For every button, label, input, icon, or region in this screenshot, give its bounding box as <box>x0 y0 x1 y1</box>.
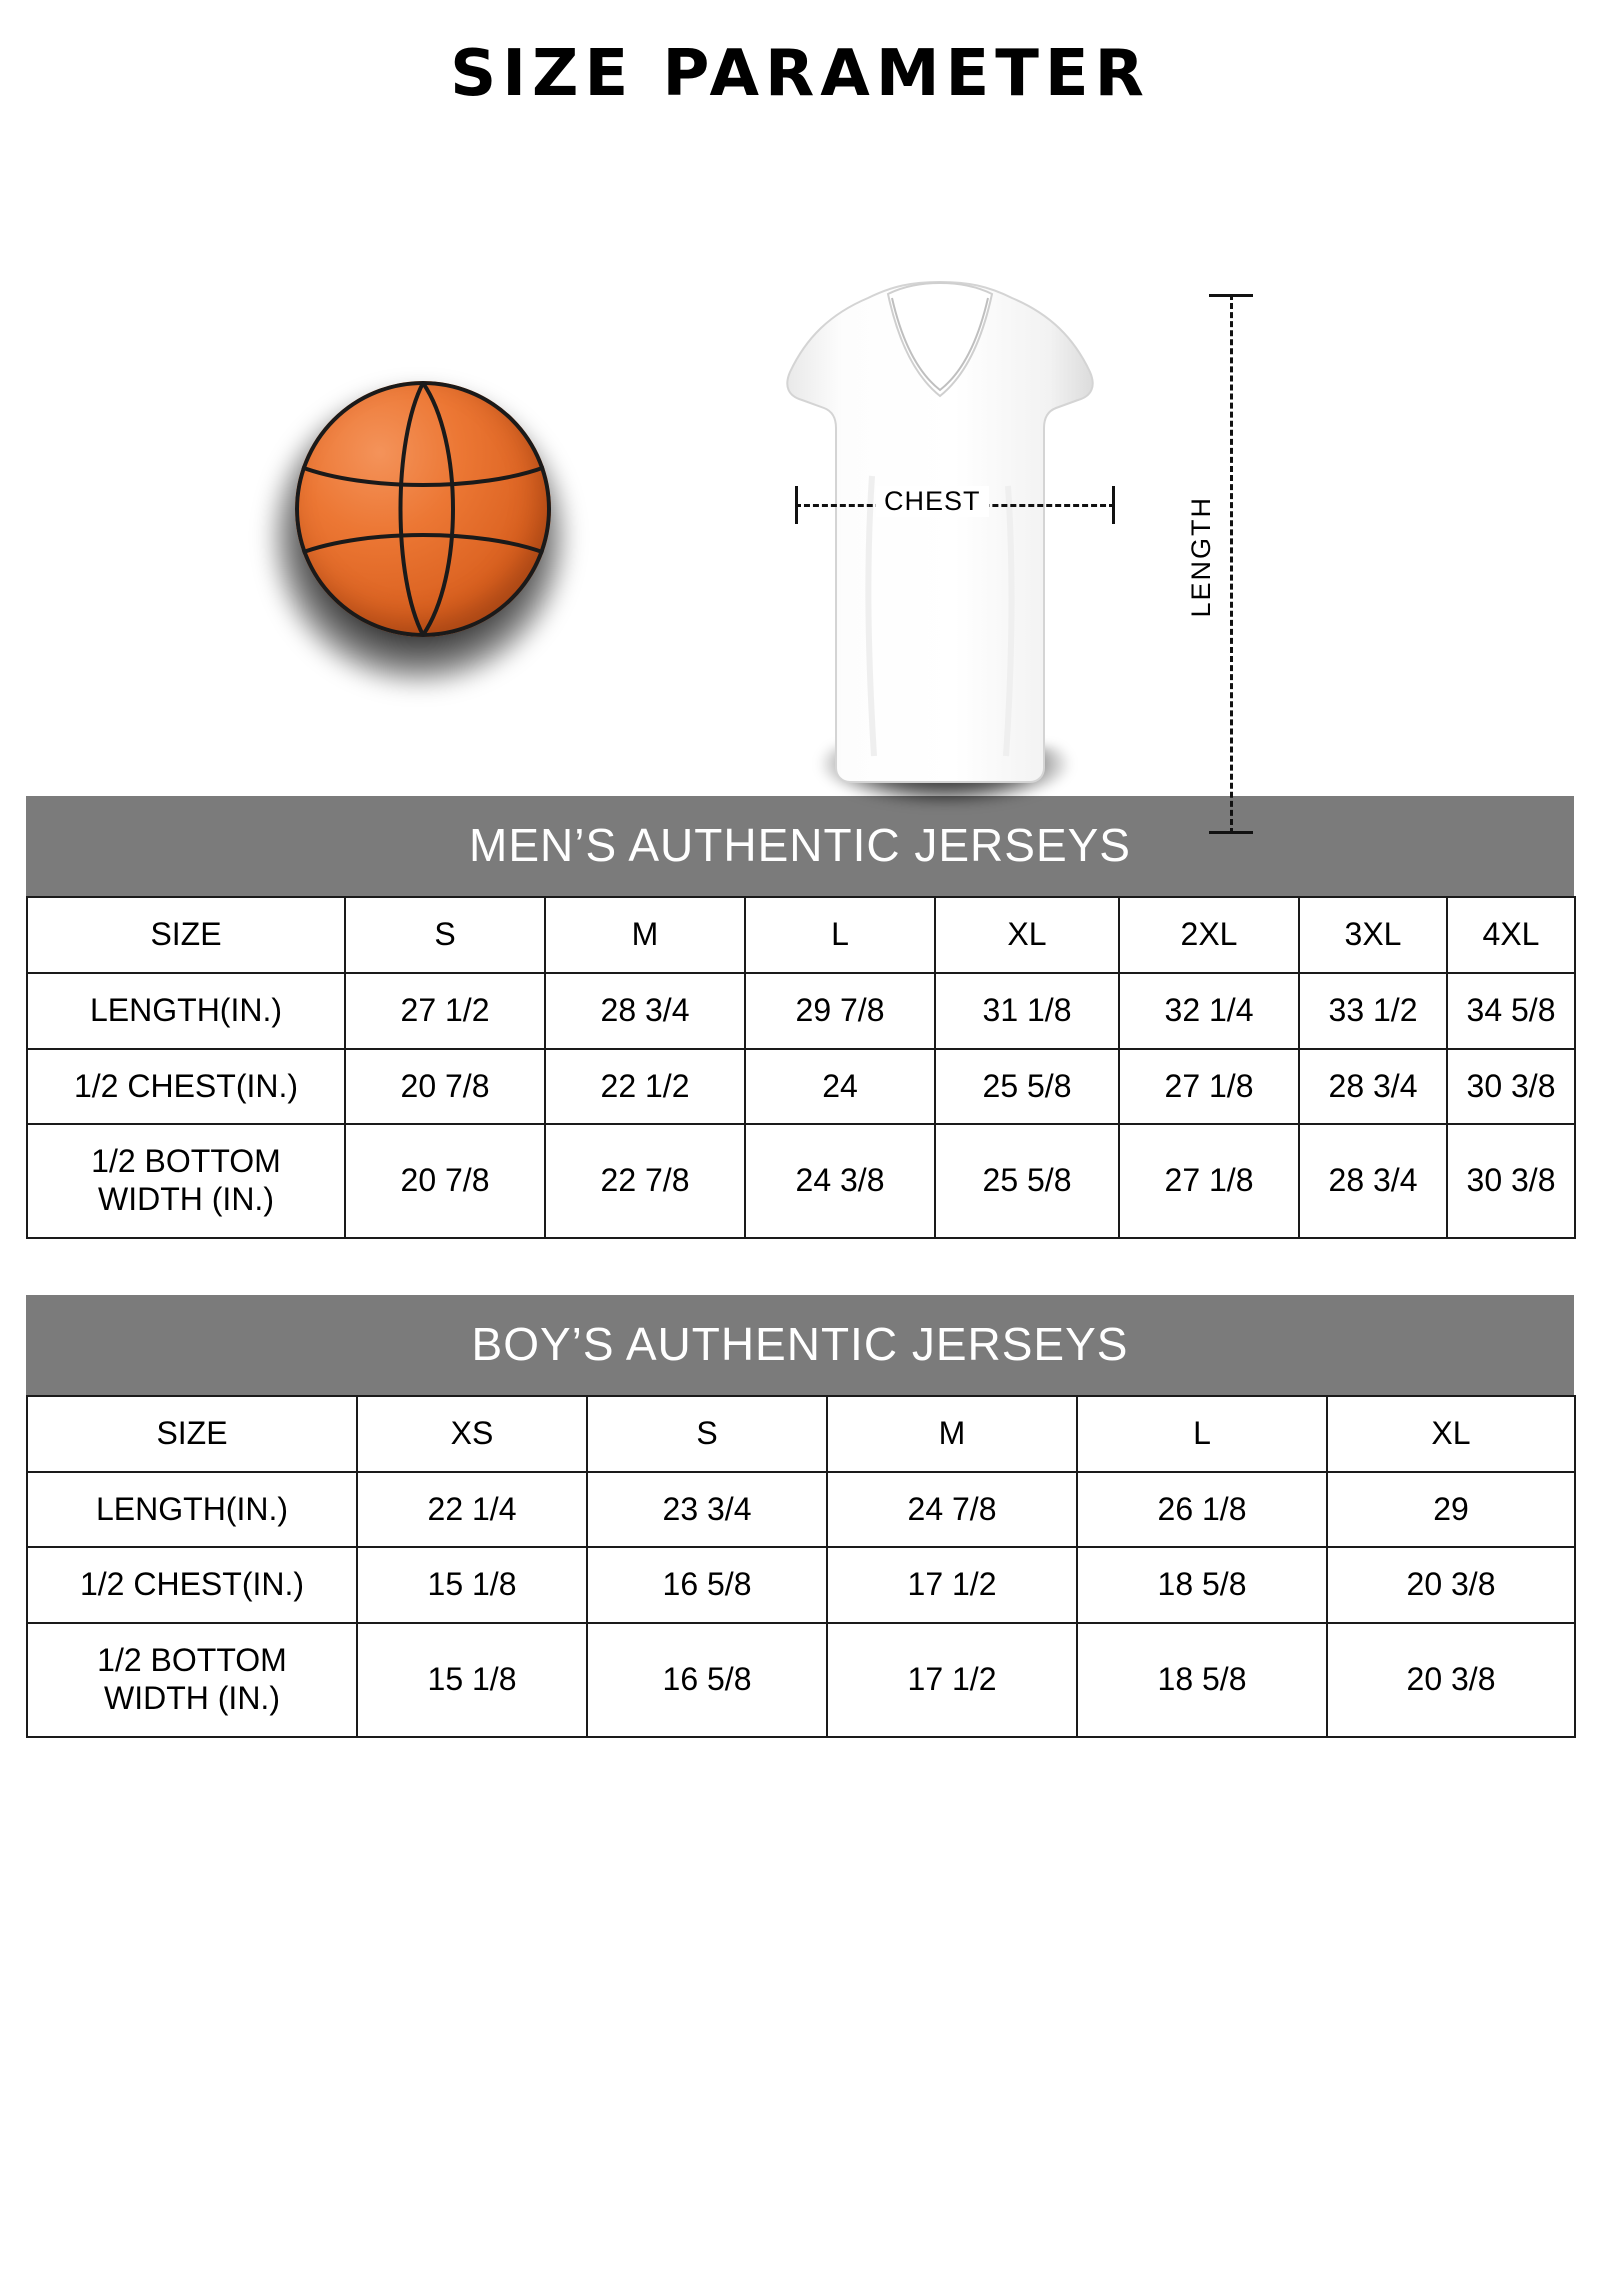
cell-chest-xl: 25 5/8 <box>935 1049 1119 1125</box>
chest-label: CHEST <box>876 486 989 517</box>
cell-bottom-3xl: 28 3/4 <box>1299 1124 1447 1238</box>
cell-length-s: 27 1/2 <box>345 973 545 1049</box>
cell-bottom-xl: 20 3/8 <box>1327 1623 1575 1737</box>
column-header-3xl: 3XL <box>1299 897 1447 973</box>
cell-length-l: 29 7/8 <box>745 973 935 1049</box>
cell-bottom-m: 17 1/2 <box>827 1623 1077 1737</box>
table-row <box>27 897 1575 973</box>
row-label-length: LENGTH(IN.) <box>27 973 345 1049</box>
cell-length-xl: 29 <box>1327 1472 1575 1548</box>
cell-chest-xl: 20 3/8 <box>1327 1547 1575 1623</box>
boys-table-block <box>0 1295 1600 1738</box>
cell-length-m: 24 7/8 <box>827 1472 1077 1548</box>
page-title: SIZE PARAMETER <box>450 37 1150 111</box>
cell-bottom-s: 16 5/8 <box>587 1623 827 1737</box>
cell-chest-l: 18 5/8 <box>1077 1547 1327 1623</box>
table-row <box>27 1547 1575 1623</box>
column-header-l: L <box>745 897 935 973</box>
table-row <box>27 1396 1575 1472</box>
row-label-line1: 1/2 BOTTOM <box>91 1143 281 1180</box>
cell-chest-s: 16 5/8 <box>587 1547 827 1623</box>
basketball-seams-icon <box>295 381 551 637</box>
cell-bottom-l: 24 3/8 <box>745 1124 935 1238</box>
column-header-s: S <box>345 897 545 973</box>
basketball-ball <box>295 381 551 637</box>
cell-chest-3xl: 28 3/4 <box>1299 1049 1447 1125</box>
jersey-shape-icon <box>760 276 1120 836</box>
cell-chest-s: 20 7/8 <box>345 1049 545 1125</box>
column-header-4xl: 4XL <box>1447 897 1575 973</box>
cell-bottom-m: 22 7/8 <box>545 1124 745 1238</box>
cell-length-4xl: 34 5/8 <box>1447 973 1575 1049</box>
row-label-line2: WIDTH (IN.) <box>98 1181 274 1217</box>
cell-chest-m: 17 1/2 <box>827 1547 1077 1623</box>
column-header-m: M <box>827 1396 1077 1472</box>
mens-size-table <box>26 896 1576 1239</box>
cell-length-l: 26 1/8 <box>1077 1472 1327 1548</box>
column-header-size: SIZE <box>27 1396 357 1472</box>
row-label-half-chest: 1/2 CHEST(IN.) <box>27 1049 345 1125</box>
row-label-half-bottom-width <box>27 1124 345 1238</box>
boys-table-header: BOY’S AUTHENTIC JERSEYS <box>26 1295 1574 1395</box>
column-header-xl: XL <box>1327 1396 1575 1472</box>
cell-chest-xs: 15 1/8 <box>357 1547 587 1623</box>
row-label-line1: 1/2 BOTTOM <box>97 1642 287 1678</box>
column-header-size: SIZE <box>27 897 345 973</box>
size-diagram <box>0 106 1600 796</box>
table-row <box>27 1623 1575 1737</box>
row-label-half-bottom-width <box>27 1623 357 1737</box>
cell-bottom-xs: 15 1/8 <box>357 1623 587 1737</box>
cell-length-xs: 22 1/4 <box>357 1472 587 1548</box>
row-label-line2: WIDTH (IN.) <box>104 1679 280 1716</box>
row-label-half-chest: 1/2 CHEST(IN.) <box>27 1547 357 1623</box>
cell-length-m: 28 3/4 <box>545 973 745 1049</box>
mens-table-header: MEN’S AUTHENTIC JERSEYS <box>26 796 1574 896</box>
mens-table-block <box>0 796 1600 1239</box>
column-header-s: S <box>587 1396 827 1472</box>
column-header-xs: XS <box>357 1396 587 1472</box>
table-row <box>27 1049 1575 1125</box>
cell-bottom-l: 18 5/8 <box>1077 1623 1327 1737</box>
row-label-length: LENGTH(IN.) <box>27 1472 357 1548</box>
table-row <box>27 1472 1575 1548</box>
cell-chest-m: 22 1/2 <box>545 1049 745 1125</box>
length-label: LENGTH <box>1186 486 1217 628</box>
cell-chest-l: 24 <box>745 1049 935 1125</box>
column-header-m: M <box>545 897 745 973</box>
length-dimension-line <box>1230 294 1233 834</box>
column-header-xl: XL <box>935 897 1119 973</box>
column-header-l: L <box>1077 1396 1327 1472</box>
cell-length-xl: 31 1/8 <box>935 973 1119 1049</box>
cell-length-2xl: 32 1/4 <box>1119 973 1299 1049</box>
boys-size-table <box>26 1395 1576 1738</box>
cell-length-3xl: 33 1/2 <box>1299 973 1447 1049</box>
cell-bottom-4xl: 30 3/8 <box>1447 1124 1575 1238</box>
cell-chest-4xl: 30 3/8 <box>1447 1049 1575 1125</box>
cell-bottom-xl: 25 5/8 <box>935 1124 1119 1238</box>
cell-bottom-2xl: 27 1/8 <box>1119 1124 1299 1238</box>
table-row <box>27 973 1575 1049</box>
cell-bottom-s: 20 7/8 <box>345 1124 545 1238</box>
table-row <box>27 1124 1575 1238</box>
cell-length-s: 23 3/4 <box>587 1472 827 1548</box>
jersey-icon <box>760 276 1120 836</box>
cell-chest-2xl: 27 1/8 <box>1119 1049 1299 1125</box>
column-header-2xl: 2XL <box>1119 897 1299 973</box>
basketball-icon <box>255 361 595 701</box>
